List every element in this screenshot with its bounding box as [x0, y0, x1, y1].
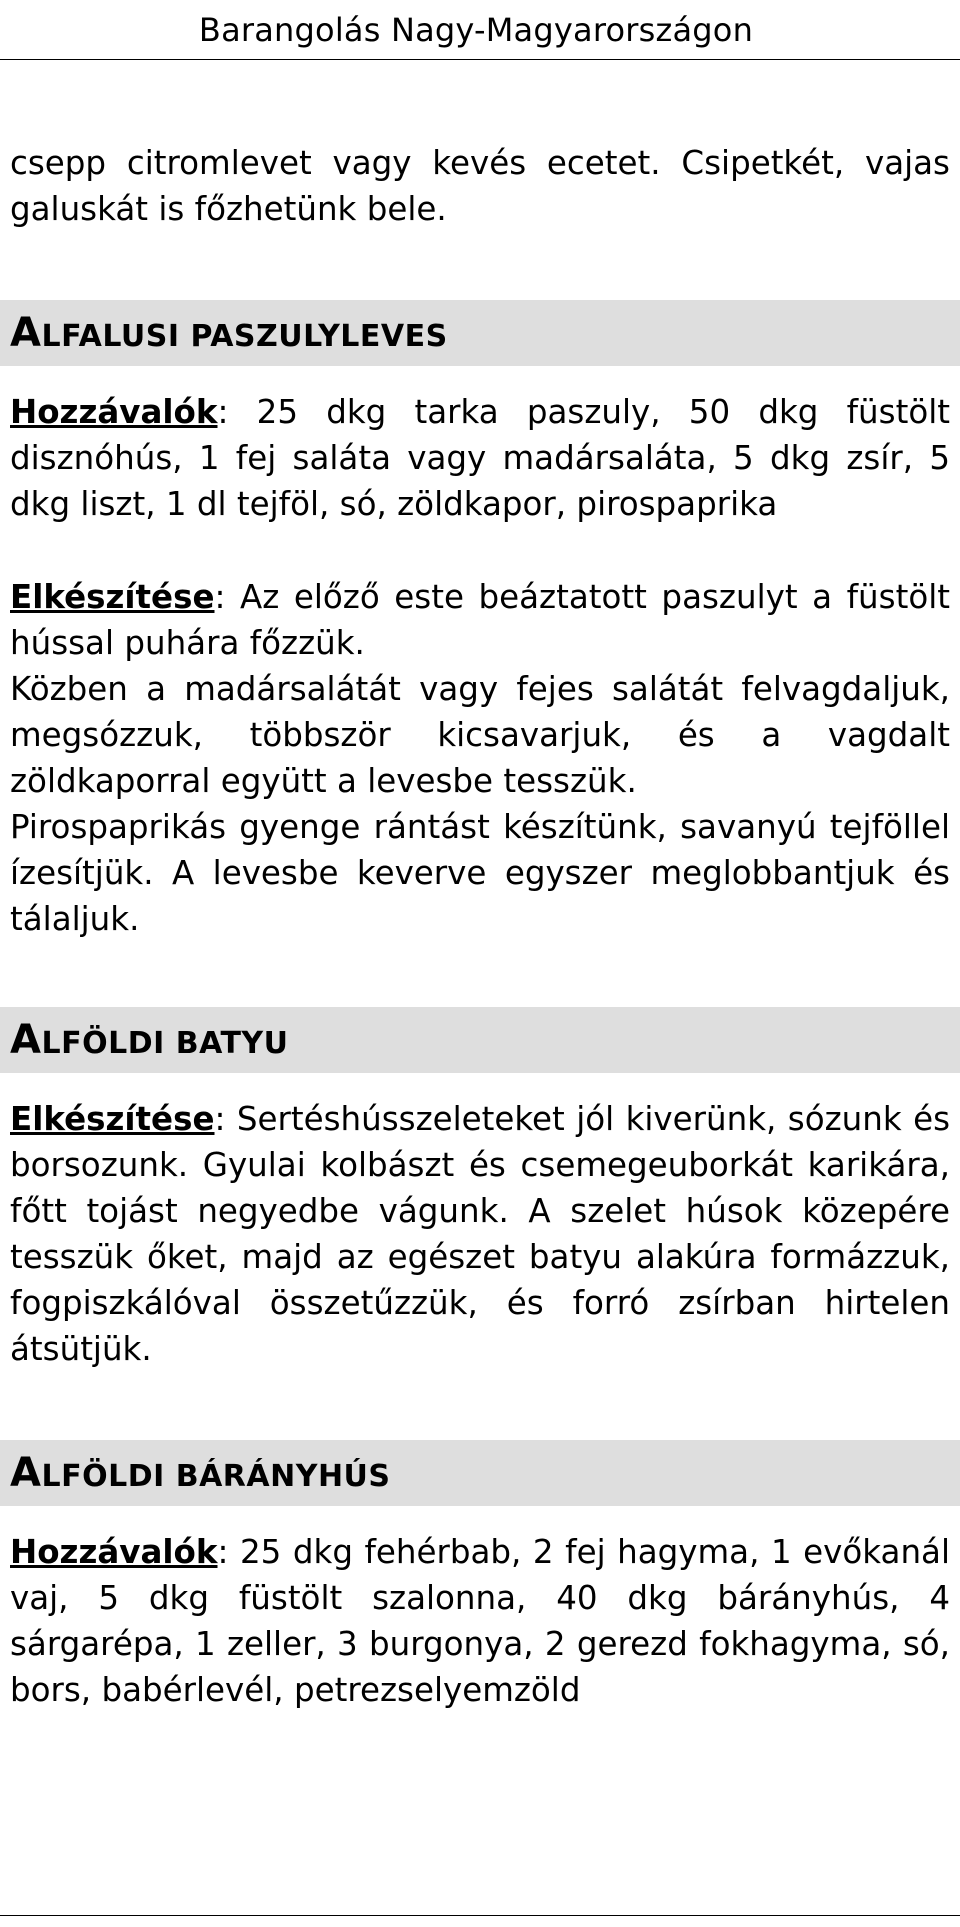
recipe-title-rest: LFÖLDI BATYU — [41, 1026, 289, 1061]
recipe-preparation — [10, 1096, 950, 1372]
recipe-preparation — [10, 574, 950, 666]
recipe-title-initial: A — [10, 1017, 42, 1063]
recipe-preparation-block — [10, 1096, 950, 1372]
ingredients-label: Hozzávalók — [10, 393, 218, 431]
recipe-ingredients-block — [10, 389, 950, 527]
recipe-title-alfoldi-batyu — [0, 1007, 960, 1073]
footer-rule — [0, 1915, 960, 1916]
preparation-text: : Sertéshússzeleteket jól kiverünk, sózunk és borsozunk. Gyulai kolbászt és csemegeuborkát karikára, főtt tojást negyedbe vágunk. A szelet húsok közepére tesszük őket, majd az egészet batyu alakúra formázzuk, fogpiszkálóval összetűzzük, és forró zsírban hirtelen átsütjük. — [10, 1100, 950, 1368]
recipe-title-rest: LFÖLDI BÁRÁNYHÚS — [41, 1459, 391, 1494]
recipe-preparation-continued: Közben a madársalátát vagy fejes salátát felvagdaljuk, megsózzuk, többször kicsavarjuk, és a vagdalt zöldkaporral együtt a levesbe tesszük. — [10, 670, 950, 800]
ingredients-text: : 25 dkg fehérbab, 2 fej hagyma, 1 evőkanál vaj, 5 dkg füstölt szalonna, 40 dkg bárányhús, 4 sárgarépa, 1 zeller, 3 burgonya, 2 gerezd fokhagyma, só, bors, babérlevél, petrezselyemzöld — [10, 1533, 950, 1709]
recipe-title-alfoldi-baranyhus — [0, 1440, 960, 1506]
running-header-title: Barangolás Nagy-Magyarországon — [198, 11, 754, 49]
recipe-preparation-continued: Pirospaprikás gyenge rántást készítünk, savanyú tejföllel ízesítjük. A levesbe keverve egyszer meglobbantjuk és tálaljuk. — [10, 808, 950, 938]
preparation-text: : Az előző este beáztatott paszulyt a füstölt hússal puhára főzzük. — [10, 578, 950, 662]
recipe-title-initial: A — [10, 310, 42, 356]
intro-paragraph: csepp citromlevet vagy kevés ecetet. Csipetkét, vajas galuskát is főzhetünk bele. — [10, 144, 950, 228]
preparation-label: Elkészítése — [10, 1100, 215, 1138]
recipe-title-rest: LFALUSI PASZULYLEVES — [41, 319, 448, 354]
preparation-label: Elkészítése — [10, 578, 215, 616]
intro-paragraph-block — [10, 140, 950, 232]
ingredients-label: Hozzávalók — [10, 1533, 218, 1571]
recipe-ingredients — [10, 389, 950, 527]
recipe-preparation-block — [10, 574, 950, 942]
recipe-title-alfalusi-paszulyleves — [0, 300, 960, 366]
recipe-title-initial: A — [10, 1450, 42, 1496]
recipe-ingredients — [10, 1529, 950, 1713]
ingredients-text: : 25 dkg tarka paszuly, 50 dkg füstölt disznóhús, 1 fej saláta vagy madársaláta, 5 dkg zsír, 5 dkg liszt, 1 dl tejföl, só, zöldkapor, pirospaprika — [10, 393, 950, 523]
running-header — [0, 0, 960, 60]
recipe-ingredients-block — [10, 1529, 950, 1713]
